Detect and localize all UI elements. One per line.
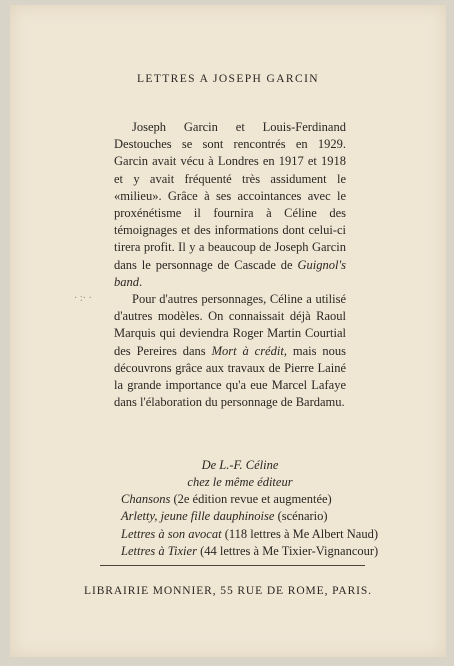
work-title: Lettres à Tixier bbox=[121, 544, 197, 559]
list-item bbox=[121, 543, 378, 560]
summary-text bbox=[114, 119, 346, 411]
list-item bbox=[121, 491, 378, 508]
paragraph-2-text-a: Pour d'autres personnages, Céline a utilisé d'autres modèles. On connaissait déjà Raoul Marquis qui deviendra Roger Martin Courtial des Pereires dans bbox=[114, 292, 346, 358]
work-detail: (scénario) bbox=[274, 509, 328, 524]
works-list bbox=[121, 491, 378, 561]
list-item bbox=[121, 508, 378, 525]
stray-ink-mark: · :· · bbox=[74, 293, 92, 304]
publisher-line: chez le même éditeur bbox=[187, 475, 293, 489]
paragraph-2 bbox=[114, 291, 346, 411]
book-title-guignols-band: Guignol's band bbox=[114, 257, 346, 289]
work-title: Lettres à son avocat bbox=[121, 526, 222, 541]
work-detail: (2e édition revue et augmentée) bbox=[170, 492, 332, 506]
by-author-heading bbox=[10, 457, 446, 491]
publisher-address: LIBRAIRIE MONNIER, 55 RUE DE ROME, PARIS. bbox=[84, 585, 372, 597]
divider bbox=[100, 565, 365, 566]
page-title: LETTRES A JOSEPH GARCIN bbox=[136, 73, 320, 85]
work-title: Arletty, jeune fille dauphinoise bbox=[121, 509, 275, 524]
work-detail: (44 lettres à Me Tixier-Vignancour) bbox=[196, 544, 379, 559]
paragraph-1-text: Joseph Garcin et Louis-Ferdinand Destouches se sont rencontrés en 1929. Garcin avait vécu à Londres en 1917 et 1918 et y avait fréquenté très assidument le «milieu». Grâce à ses accointances avec le proxénétisme il fournira à Céline des témoignages et des informations dont celui-ci tirera profit. Il y a beaucoup de Joseph Garcin dans le personnage de Cascade de bbox=[114, 120, 346, 272]
paragraph-2-text-b: , mais nous découvrons grâce aux travaux de Pierre Lainé la grande importance qu'a eue Marcel Lafaye dans l'élaboration du personnage de Bardamu. bbox=[114, 343, 346, 410]
paragraph-1 bbox=[114, 119, 346, 291]
paragraph-1-end: . bbox=[139, 274, 143, 289]
list-item bbox=[121, 526, 378, 543]
work-title: Chansons bbox=[121, 492, 171, 506]
book-back-cover bbox=[10, 5, 446, 657]
book-title-mort-a-credit: Mort à crédit bbox=[211, 343, 284, 358]
author-line: De L.-F. Céline bbox=[201, 458, 279, 472]
work-detail: (118 lettres à Me Albert Naud) bbox=[221, 526, 379, 541]
